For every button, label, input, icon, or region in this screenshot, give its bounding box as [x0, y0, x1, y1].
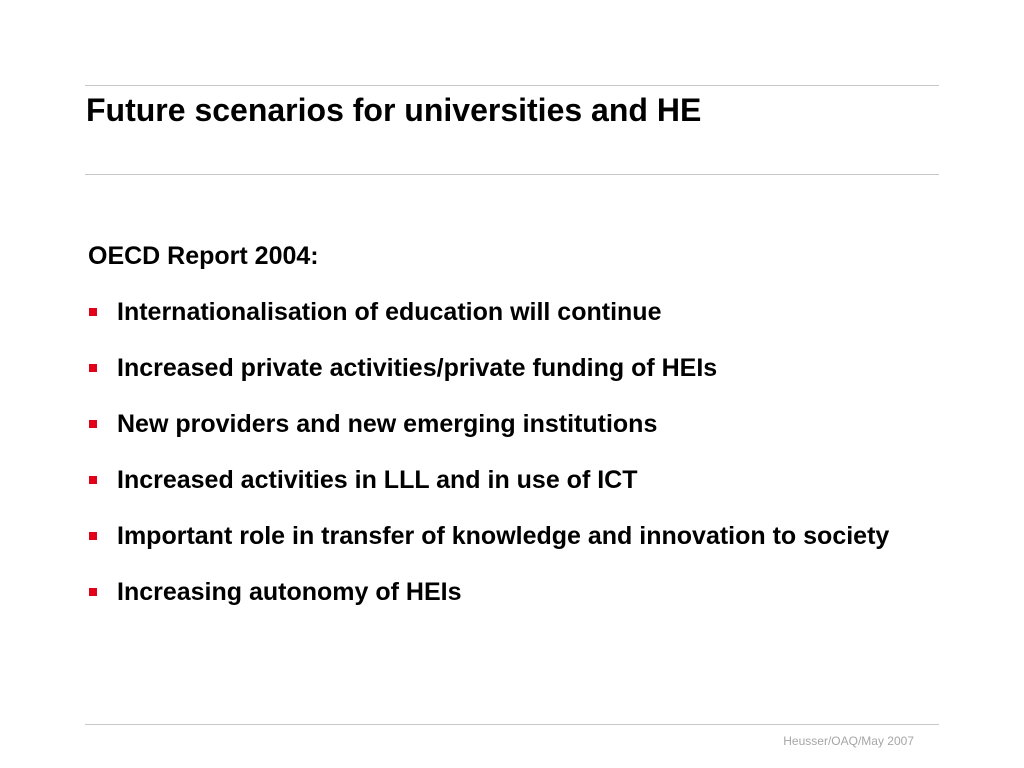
red-square-bullet-icon	[89, 420, 97, 428]
intro-heading: OECD Report 2004:	[88, 242, 319, 270]
bullet-text: Internationalisation of education will continue	[117, 298, 662, 326]
bullet-item	[88, 520, 948, 552]
slide-title: Future scenarios for universities and HE	[86, 92, 702, 128]
bullet-item	[88, 464, 948, 496]
bullet-item	[88, 296, 948, 328]
bullet-list	[88, 296, 948, 632]
bullet-text: Increased activities in LLL and in use of ICT	[117, 466, 638, 494]
bullet-text: Increased private activities/private funding of HEIs	[117, 354, 718, 382]
title-divider	[85, 174, 939, 175]
bullet-item	[88, 576, 948, 608]
red-square-bullet-icon	[89, 476, 97, 484]
top-divider	[85, 85, 939, 86]
bullet-item	[88, 352, 948, 384]
bullet-text: Important role in transfer of knowledge and innovation to society	[117, 522, 890, 550]
red-square-bullet-icon	[89, 588, 97, 596]
red-square-bullet-icon	[89, 532, 97, 540]
footer-credit: Heusser/OAQ/May 2007	[783, 734, 914, 748]
footer-divider	[85, 724, 939, 725]
red-square-bullet-icon	[89, 308, 97, 316]
bullet-text: Increasing autonomy of HEIs	[117, 578, 462, 606]
red-square-bullet-icon	[89, 364, 97, 372]
bullet-item	[88, 408, 948, 440]
bullet-text: New providers and new emerging institutions	[117, 410, 658, 438]
